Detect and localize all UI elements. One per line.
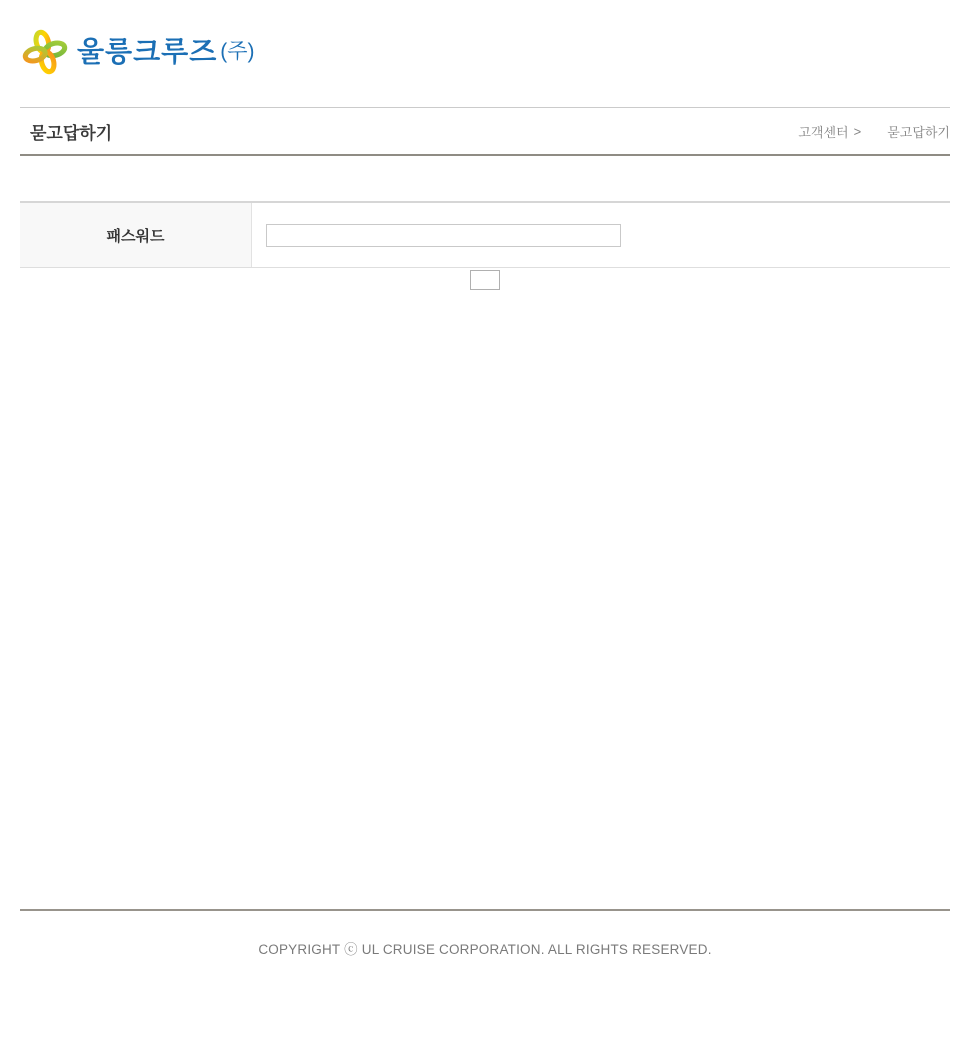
title-bar (20, 107, 950, 156)
header (0, 0, 970, 107)
logo-company-suffix: (주) (220, 40, 255, 63)
footer (20, 909, 950, 958)
logo[interactable] (22, 27, 255, 77)
breadcrumb-parent[interactable]: 고객센터 (798, 124, 849, 140)
logo-flower-icon (22, 27, 68, 77)
spacer (0, 156, 970, 201)
breadcrumb-separator: > (853, 123, 862, 139)
password-label: 패스워드 (20, 203, 252, 267)
copyright-text: COPYRIGHT ⓒ UL CRUISE CORPORATION. ALL RIGHTS RESERVED. (258, 942, 712, 957)
logo-company-name: 울릉크루즈 (77, 36, 218, 67)
password-input[interactable] (266, 224, 621, 247)
password-input-cell (252, 203, 950, 267)
submit-button[interactable] (470, 270, 500, 290)
page-title: 묻고답하기 (30, 123, 113, 143)
submit-button-row (0, 270, 970, 290)
password-form-table (20, 201, 950, 268)
breadcrumb-current: 묻고답하기 (887, 124, 950, 140)
breadcrumb (798, 122, 950, 141)
